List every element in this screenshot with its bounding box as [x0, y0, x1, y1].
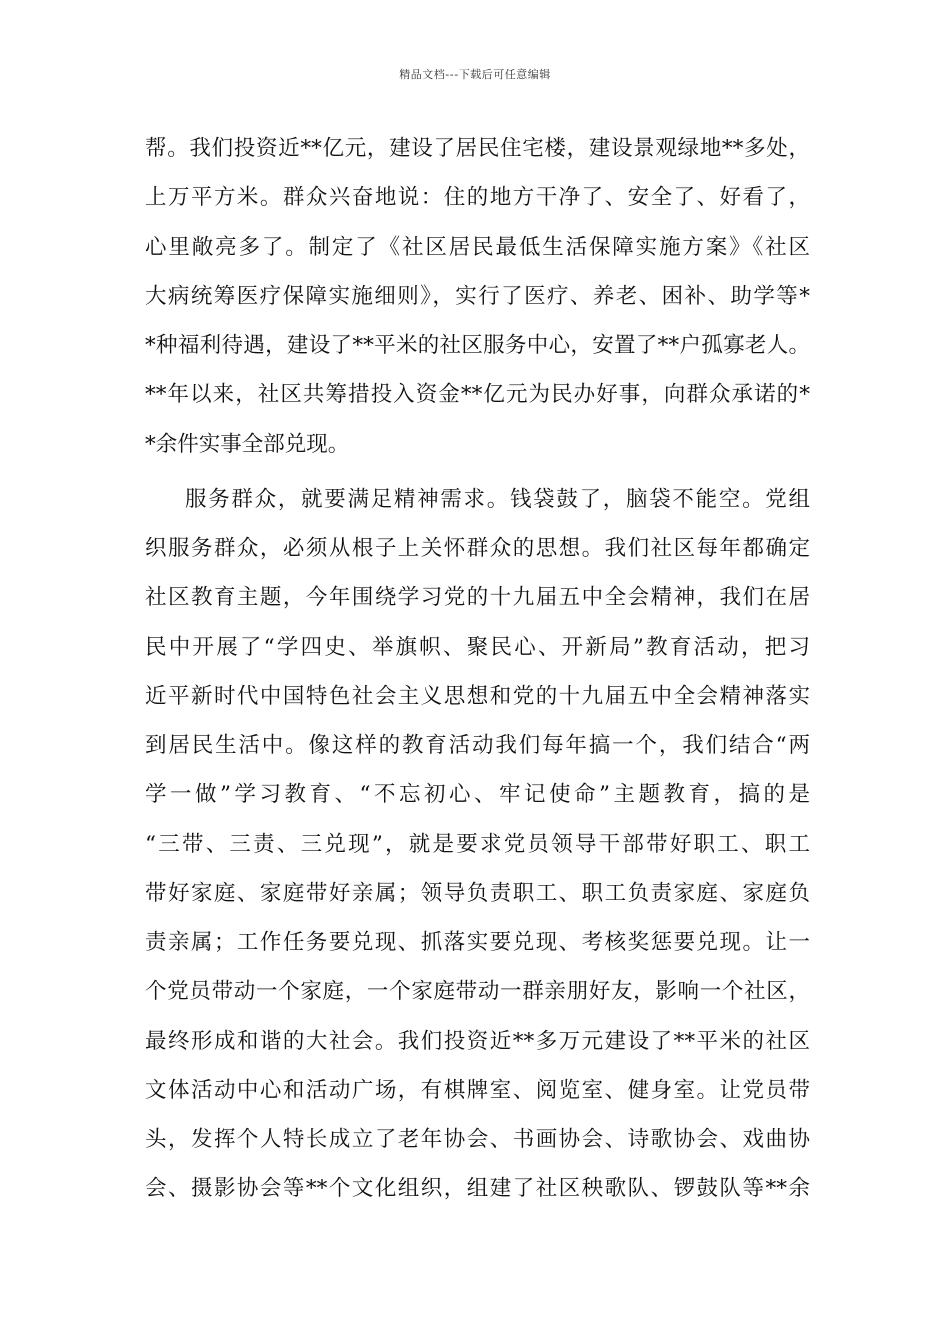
text-line: *余件实事全部兑现。 — [145, 431, 350, 457]
text-line: 最终形成和谐的大社会。我们投资近**多万元建设了**平米的社区 — [145, 1028, 810, 1054]
text-line: 文体活动中心和活动广场，有棋牌室、阅览室、健身室。让党员带 — [145, 1077, 810, 1103]
text-line: 会、摄影协会等**个文化组织，组建了社区秧歌队、锣鼓队等**余 — [145, 1176, 810, 1202]
text-line: 责亲属；工作任务要兑现、抓落实要兑现、考核奖惩要兑现。让一 — [145, 930, 810, 955]
text-line: 近平新时代中国特色社会主义思想和党的十九届五中全会精神落实 — [145, 683, 810, 709]
document-body — [145, 124, 810, 1214]
text-line: **年以来，社区共筹措投入资金**亿元为民办好事，向群众承诺的* — [145, 382, 810, 408]
paragraph-1 — [145, 124, 810, 469]
text-line: 织服务群众，必须从根子上关怀群众的思想。我们社区每年都确定 — [145, 536, 810, 561]
text-line: 学一做”学习教育、“不忘初心、牢记使命”主题教育，搞的是 — [145, 782, 810, 808]
text-line: 民中开展了“学四史、举旗帜、聚民心、开新局”教育活动，把习 — [145, 634, 810, 660]
paragraph-2 — [145, 475, 810, 1214]
text-line: 上万平方米。群众兴奋地说：住的地方干净了、安全了、好看了， — [145, 185, 810, 211]
text-line: 到居民生活中。像这样的教育活动我们每年搞一个，我们结合“两 — [145, 733, 810, 758]
text-line: 帮。我们投资近**亿元，建设了居民住宅楼，建设景观绿地**多处， — [145, 136, 810, 161]
text-line: 服务群众，就要满足精神需求。钱袋鼓了，脑袋不能空。党组 — [185, 486, 810, 512]
text-line: 个党员带动一个家庭，一个家庭带动一群亲朋好友，影响一个社区， — [145, 979, 810, 1005]
text-line: *种福利待遇，建设了**平米的社区服务中心，安置了**户孤寡老人。 — [145, 333, 810, 358]
text-line: 头，发挥个人特长成立了老年协会、书画协会、诗歌协会、戏曲协 — [145, 1127, 810, 1152]
text-line: “三带、三责、三兑现”，就是要求党员领导干部带好职工、职工 — [145, 831, 810, 857]
text-line: 社区教育主题，今年围绕学习党的十九届五中全会精神，我们在居 — [145, 585, 810, 611]
text-line: 心里敞亮多了。制定了《社区居民最低生活保障实施方案》《社区 — [145, 234, 810, 260]
text-line: 带好家庭、家庭带好亲属；领导负责职工、职工负责家庭、家庭负 — [145, 880, 810, 906]
text-line: 大病统筹医疗保障实施细则》，实行了医疗、养老、困补、助学等* — [145, 283, 810, 309]
page-header: 精品文档---下载后可任意编辑 — [399, 68, 551, 81]
